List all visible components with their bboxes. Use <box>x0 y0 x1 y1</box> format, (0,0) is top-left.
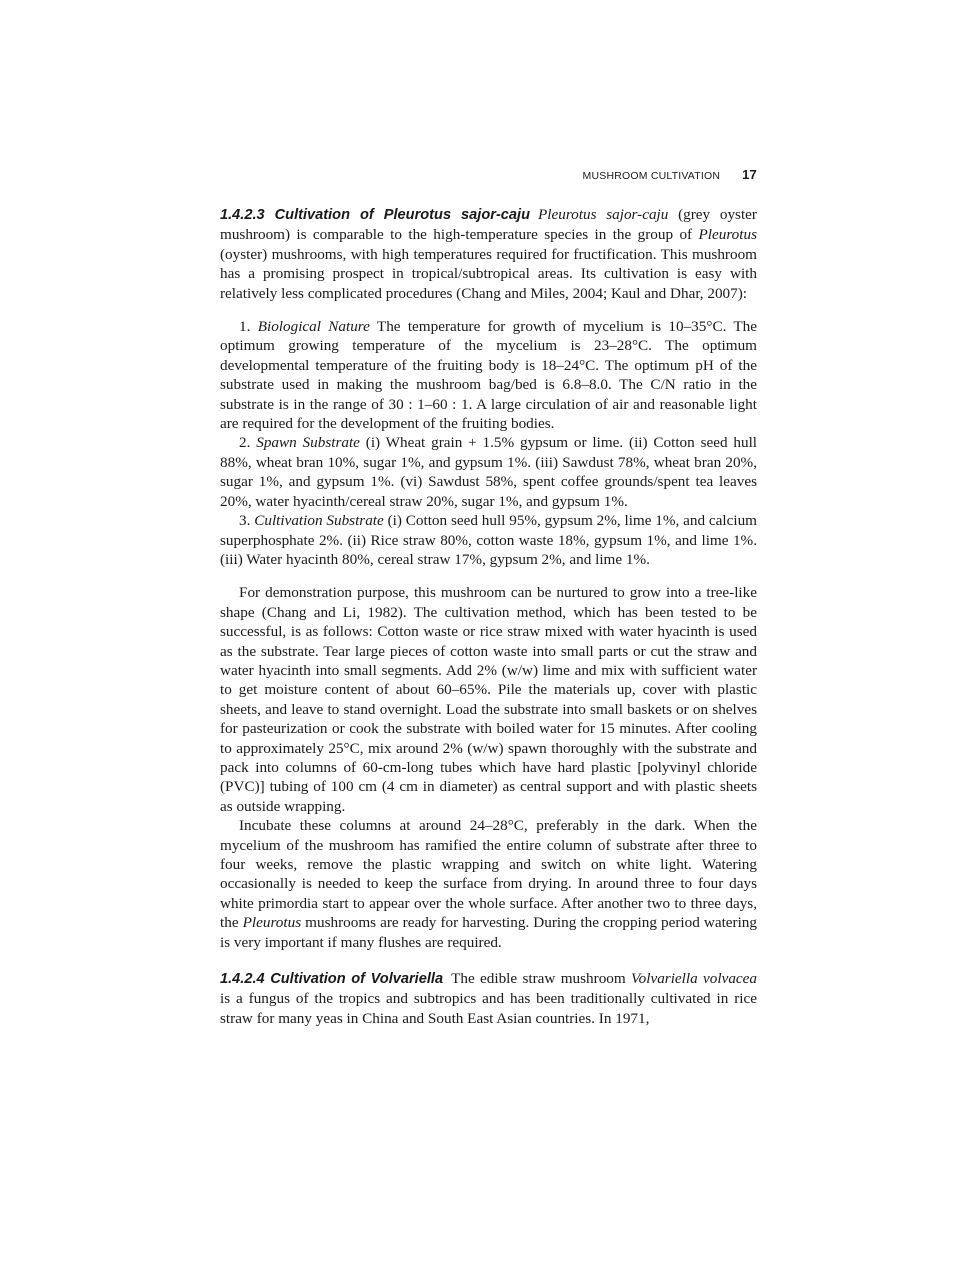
list-item-number: 3. <box>239 512 255 530</box>
species-name: Volvariella volvacea <box>631 970 757 988</box>
genus-name: Pleurotus <box>698 226 757 244</box>
page-number: 17 <box>742 167 757 182</box>
list-item-text: (i) Cotton seed hull 95%, gypsum 2%, lime 1%, and calcium superphosphate 2%. (ii) Rice straw 80%, cotton waste 18%, gypsum 1%, and lime 1%. (iii) Water hyacinth 80%, cereal straw 17%, gypsum 2%, and lime 1%. <box>220 512 757 568</box>
list-item-label: Cultivation Substrate <box>254 512 384 530</box>
section-heading-1423: 1.4.2.3 Cultivation of Pleurotus sajor-caju <box>220 207 530 223</box>
paragraph-incubation <box>220 816 757 952</box>
list-item-text: The temperature for growth of mycelium is 10–35°C. The optimum growing temperature of the mycelium is 23–28°C. The optimum developmental temperature of the fruiting body is 18–24°C. The optimum pH of the substrate used in making the mushroom bag/bed is 6.8–8.0. The C/N ratio in the substrate is in the range of 30 : 1–60 : 1. A large circulation of air and reasonable light are required for the development of the fruiting bodies. <box>220 318 758 433</box>
page-body <box>220 205 757 1028</box>
species-name: Pleurotus sajor-caju <box>538 206 669 223</box>
paragraph-demonstration: For demonstration purpose, this mushroom can be nurtured to grow into a tree-like shape (Chang and Li, 1982). The cultivation method, which has been tested to be successful, is as follows: Cotton waste or rice straw mixed with water hyacinth is used as the substrate. Tear large pieces of cotton waste into small parts or cut the straw and water hyacinth into small segments. Add 2% (w/w) lime and mix with sufficient water to get moisture content of about 60–65%. Pile the materials up, cover with plastic sheets, and leave to stand overnight. Load the substrate into small baskets or on shelves for pasteurization or cook the substrate with boiled water for 15 minutes. After cooling to approximately 25°C, mix around 2% (w/w) spawn thoroughly with the substrate and pack into columns of 60-cm-long tubes which have hard plastic [polyvinyl chloride (PVC)] tubing of 100 cm (4 cm in diameter) as central support and with plastic sheets as outside wrapping. <box>220 584 757 815</box>
incubation-text-b: mushrooms are ready for harvesting. During the cropping period watering is very important if many flushes are required. <box>220 914 757 951</box>
list-item-label: Spawn Substrate <box>256 434 360 452</box>
list-item-text: (i) Wheat grain + 1.5% gypsum or lime. (ii) Cotton seed hull 88%, wheat bran 10%, sugar 1%, and gypsum 1%. (iii) Sawdust 78%, wheat bran 20%, sugar 1%, and gypsum 1%. (vi) Sawdust 58%, spent coffee grounds/spent tea leaves 20%, water hyacinth/cereal straw 20%, sugar 1%, and gypsum 1%. <box>220 434 758 510</box>
section-1424-text-a: The edible straw mushroom <box>451 970 632 988</box>
list-item-number: 2. <box>239 434 257 452</box>
list-item-biological-nature <box>220 317 757 433</box>
incubation-text-a: Incubate these columns at around 24–28°C, preferably in the dark. When the mycelium of the mushroom has ramified the entire column of substrate after three to four weeks, remove the plastic wrapping and switch on white light. Watering occasionally is needed to keep the surface from drying. In around three to four days white primordia start to appear over the whole surface. After another two to three days, the <box>220 817 757 932</box>
list-item-spawn-substrate <box>220 433 757 511</box>
list-item-label: Biological Nature <box>257 318 370 336</box>
genus-name: Pleurotus <box>242 914 302 932</box>
intro-text-b: (oyster) mushrooms, with high temperatures required for fructification. This mushroom has a promising prospect in tropical/subtropical areas. Its cultivation is easy with relatively less complicated procedures (Chang and Miles, 2004; Kaul and Dhar, 2007): <box>220 245 757 302</box>
running-head <box>220 167 757 182</box>
list-item-cultivation-substrate <box>220 511 757 569</box>
running-head-title: MUSHROOM CULTIVATION <box>582 170 721 182</box>
section-1424-intro <box>220 969 757 1028</box>
intro-text-a: (grey oyster mushroom) is comparable to the high-temperature species in the group of <box>220 206 757 244</box>
section-heading-1424: 1.4.2.4 Cultivation of Volvariella <box>220 971 444 988</box>
section-1423-intro <box>220 205 757 303</box>
section-1424-text-b: is a fungus of the tropics and subtropics and has been traditionally cultivated in rice straw for many yeas in China and South East Asian countries. In 1971, <box>220 990 757 1027</box>
list-item-number: 1. <box>239 318 258 336</box>
